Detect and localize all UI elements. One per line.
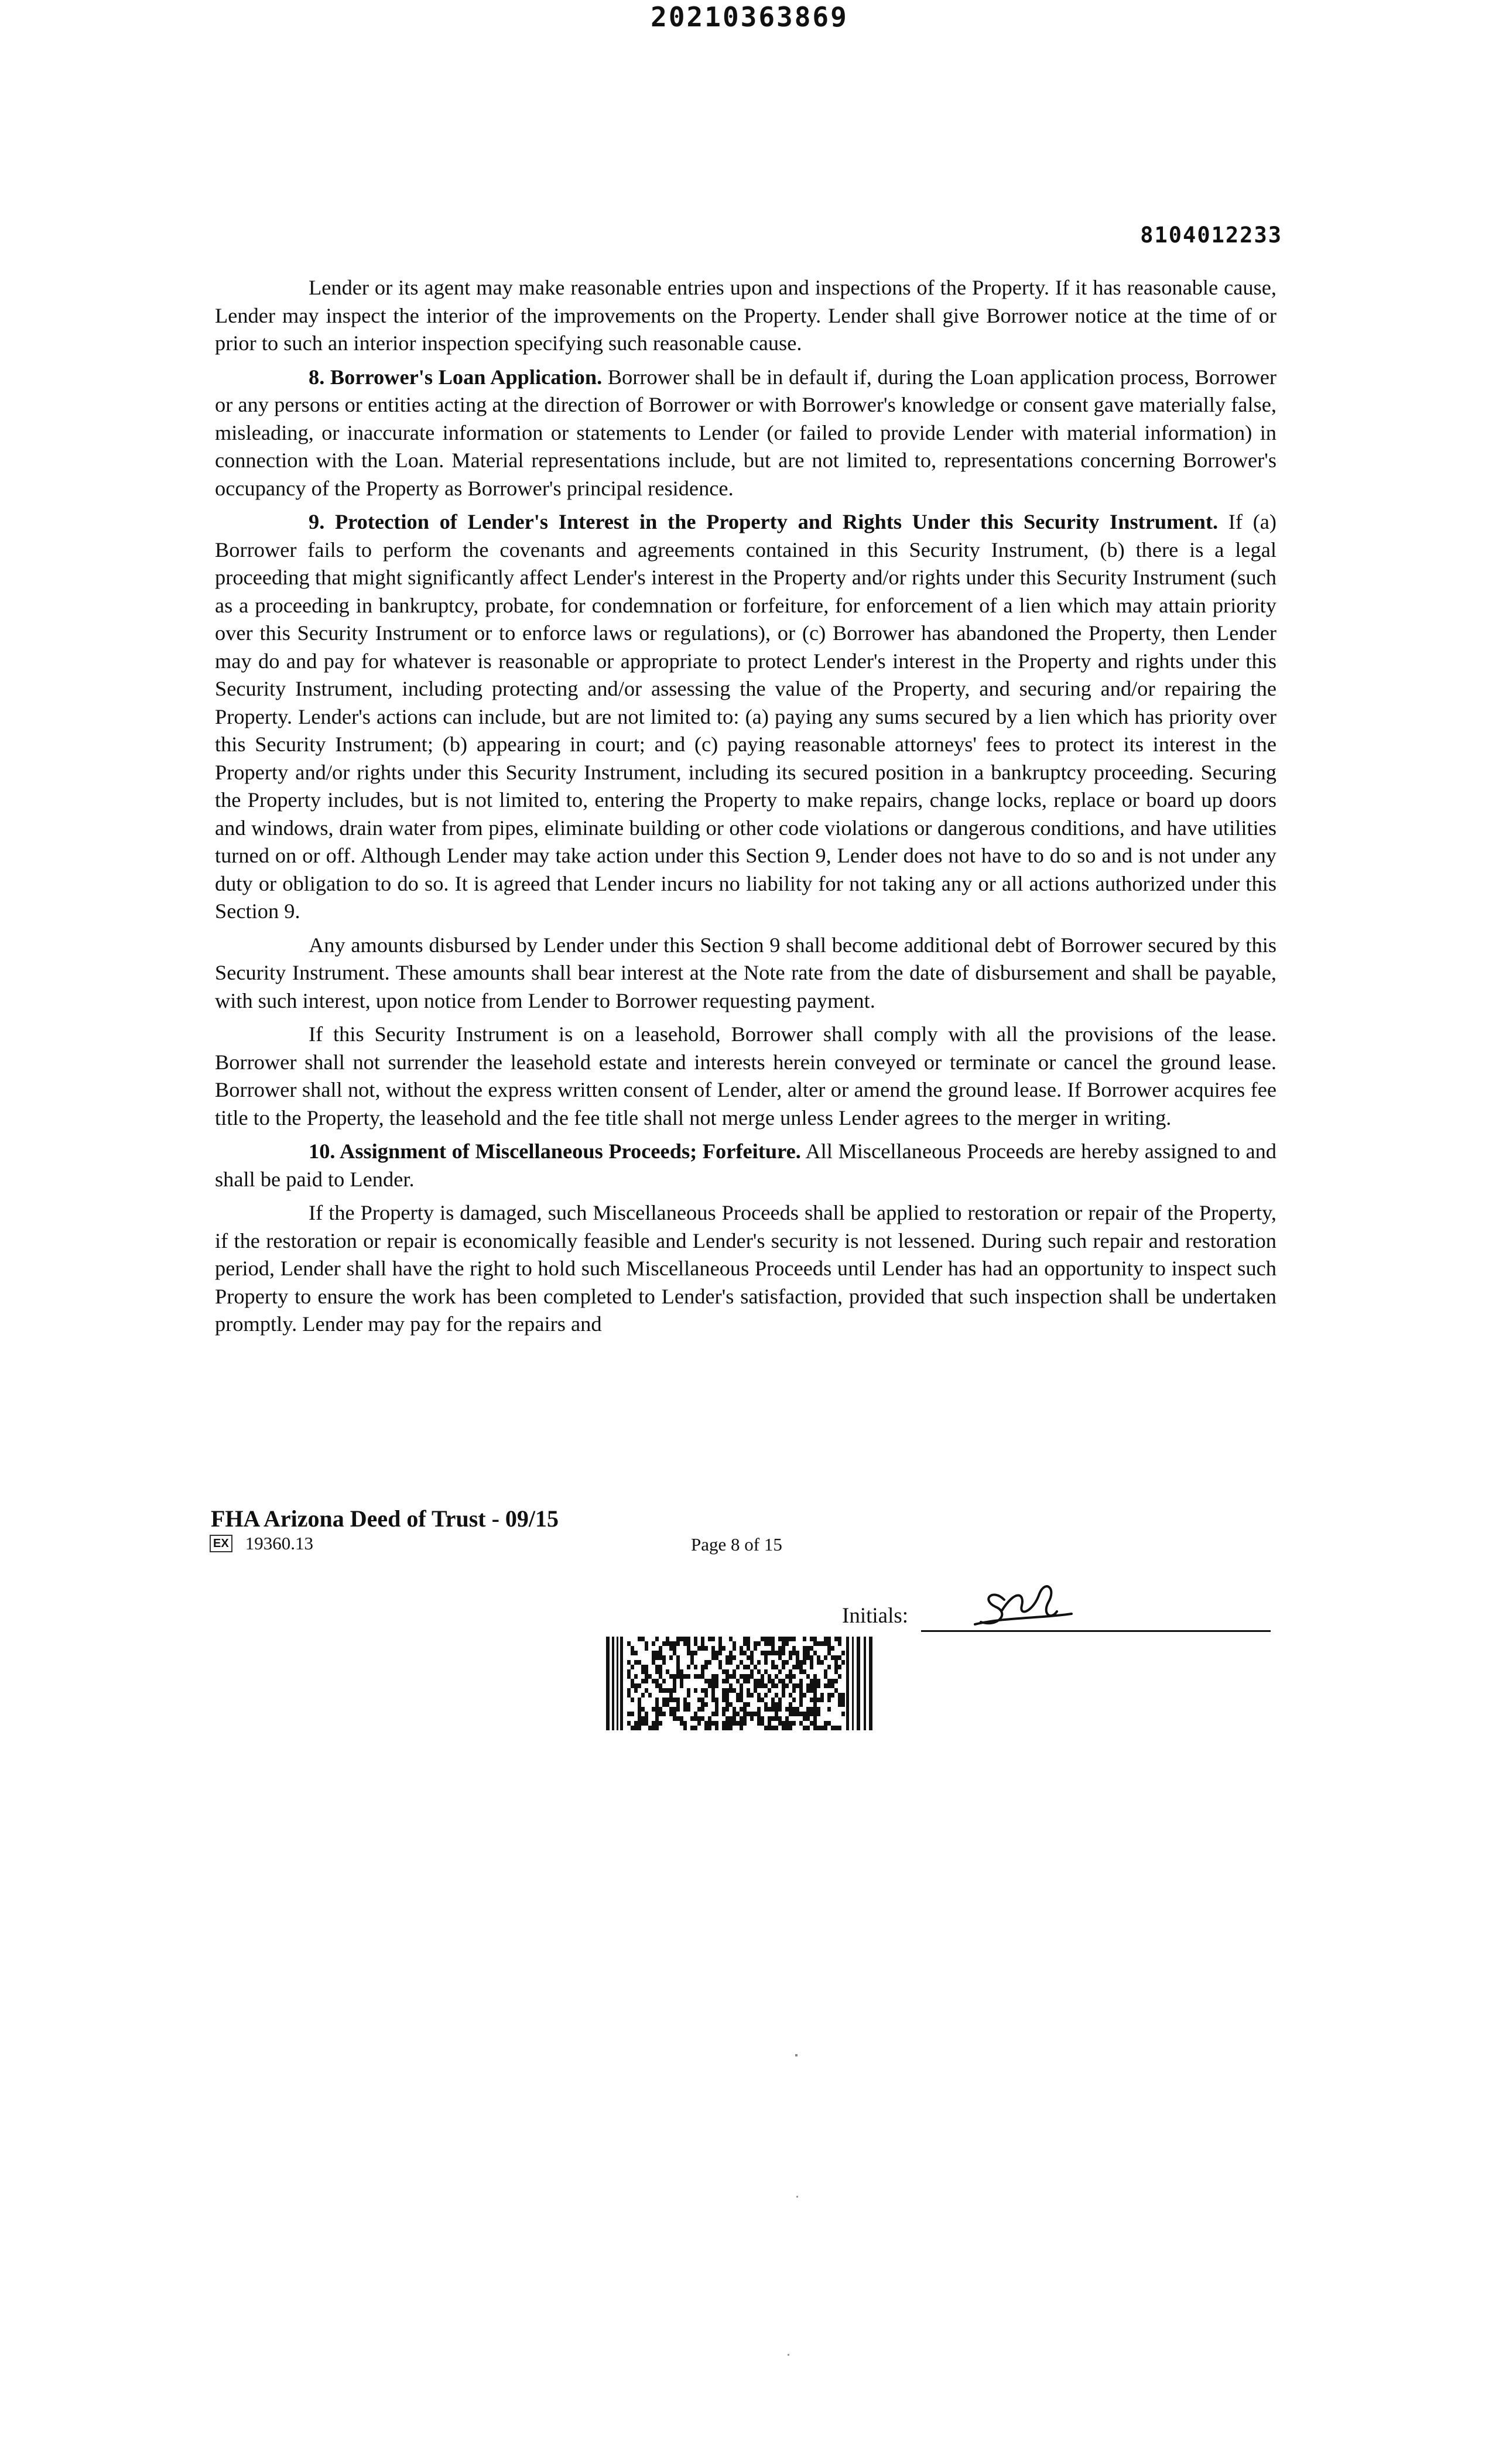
section-9-text: If (a) Borrower fails to perform the covenants and agreements contained in this Security Instrument, (b) there is a legal proceeding that might significantly affect Lender's interest in the Property and/or rights under this Security Instrument (such as a proceeding in bankruptcy, probate, for condemnation or forfeiture, for enforcement of a lien which may attain priority over this Security Instrument or to enforce laws or regulations), or (c) Borrower has abandoned the Property, then Lender may do and pay for whatever is reasonable or appropriate to protect Lender's interest in the Property and rights under this Security Instrument, including protecting and/or assessing the value of the Property, and securing and/or repairing the Property. Lender's actions can include, but are not limited to: (a) paying any sums secured by a lien which has priority over this Security Instrument; (b) appearing in court; and (c) paying reasonable attorneys' fees to protect its interest in the Property and/or rights under this Security Instrument, including its secured position in a bankruptcy proceeding. Securing the Property includes, but is not limited to, entering the Property to make repairs, change locks, replace or board up doors and windows, drain water from pipes, eliminate building or other code violations or dangerous conditions, and have utilities turned on or off. Although Lender may take action under this Section 9, Lender does not have to do so and is not under any duty or obligation to do so. It is agreed that Lender incurs no liability for not taking any or all actions authorized under this Section 9. <box>215 510 1276 923</box>
initials-label: Initials: <box>842 1604 909 1628</box>
scan-speck <box>795 2054 798 2056</box>
paragraph-amounts: Any amounts disbursed by Lender under this Section 9 shall become additional debt of Borrower secured by this Security Instrument. These amounts shall bear interest at the Note rate from the date of disbursement and shall be payable, with such interest, upon notice from Lender to Borrower requesting payment. <box>215 933 1276 1012</box>
section-8 <box>215 364 1276 503</box>
section-10-heading: 10. Assignment of Miscellaneous Proceeds; Forfeiture. <box>309 1139 801 1163</box>
page-number: Page 8 of 15 <box>691 1534 782 1555</box>
section-8-heading: 8. Borrower's Loan Application. <box>309 365 603 389</box>
form-title: FHA Arizona Deed of Trust - 09/15 <box>211 1505 559 1532</box>
form-box-logo: EX <box>210 1535 232 1552</box>
initials-signature-icon <box>969 1576 1086 1629</box>
initials-line <box>921 1630 1271 1632</box>
scan-speck <box>796 2196 798 2198</box>
paragraph-leasehold: If this Security Instrument is on a leasehold, Borrower shall comply with all the provisions of the lease. Borrower shall not surrender the leasehold estate and interests herein conveyed or terminate or cancel the ground lease. Borrower shall not, without the express written consent of Lender, alter or amend the ground lease. If Borrower acquires fee title to the Property, the leasehold and the fee title shall not merge unless Lender agrees to the merger in writing. <box>215 1022 1276 1130</box>
section-8-text: Borrower shall be in default if, during the Loan application process, Borrower or any persons or entities acting at the direction of Borrower or with Borrower's knowledge or consent gave materially false, misleading, or inaccurate information or statements to Lender (or failed to provide Lender with material information) in connection with the Loan. Material representations include, but are not limited to, representations concerning Borrower's occupancy of the Property as Borrower's principal residence. <box>215 365 1277 500</box>
document-number: 20210363869 <box>651 1 848 33</box>
paragraph-damaged: If the Property is damaged, such Miscellaneous Proceeds shall be applied to restoration or repair of the Property, if the restoration or repair is economically feasible and Lender's security is not lessened. During such repair and restoration period, Lender shall have the right to hold such Miscellaneous Proceeds until Lender has had an opportunity to inspect such Property to ensure the work has been completed to Lender's satisfaction, provided that such inspection shall be undertaken promptly. Lender may pay for the repairs and <box>215 1201 1276 1336</box>
section-10 <box>215 1138 1276 1193</box>
loan-number: 8104012233 <box>1140 223 1282 248</box>
section-9-heading: 9. Protection of Lender's Interest in the Property and Rights Under this Security Instrument. <box>309 510 1219 533</box>
section-9 <box>215 508 1276 926</box>
paragraph-inspection: Lender or its agent may make reasonable entries upon and inspections of the Property. If it has reasonable cause, Lender may inspect the interior of the improvements on the Property. Lender shall give Borrower notice at the time of or prior to such an interior inspection specifying such reasonable cause. <box>215 276 1276 355</box>
document-body <box>215 274 1276 1344</box>
form-code: 19360.13 <box>245 1533 313 1553</box>
scan-speck <box>788 2354 789 2356</box>
form-code-line <box>210 1533 313 1554</box>
section-10-text: All Miscellaneous Proceeds are hereby assigned to and shall be paid to Lender. <box>215 1139 1276 1191</box>
barcode-icon <box>606 1637 872 1730</box>
